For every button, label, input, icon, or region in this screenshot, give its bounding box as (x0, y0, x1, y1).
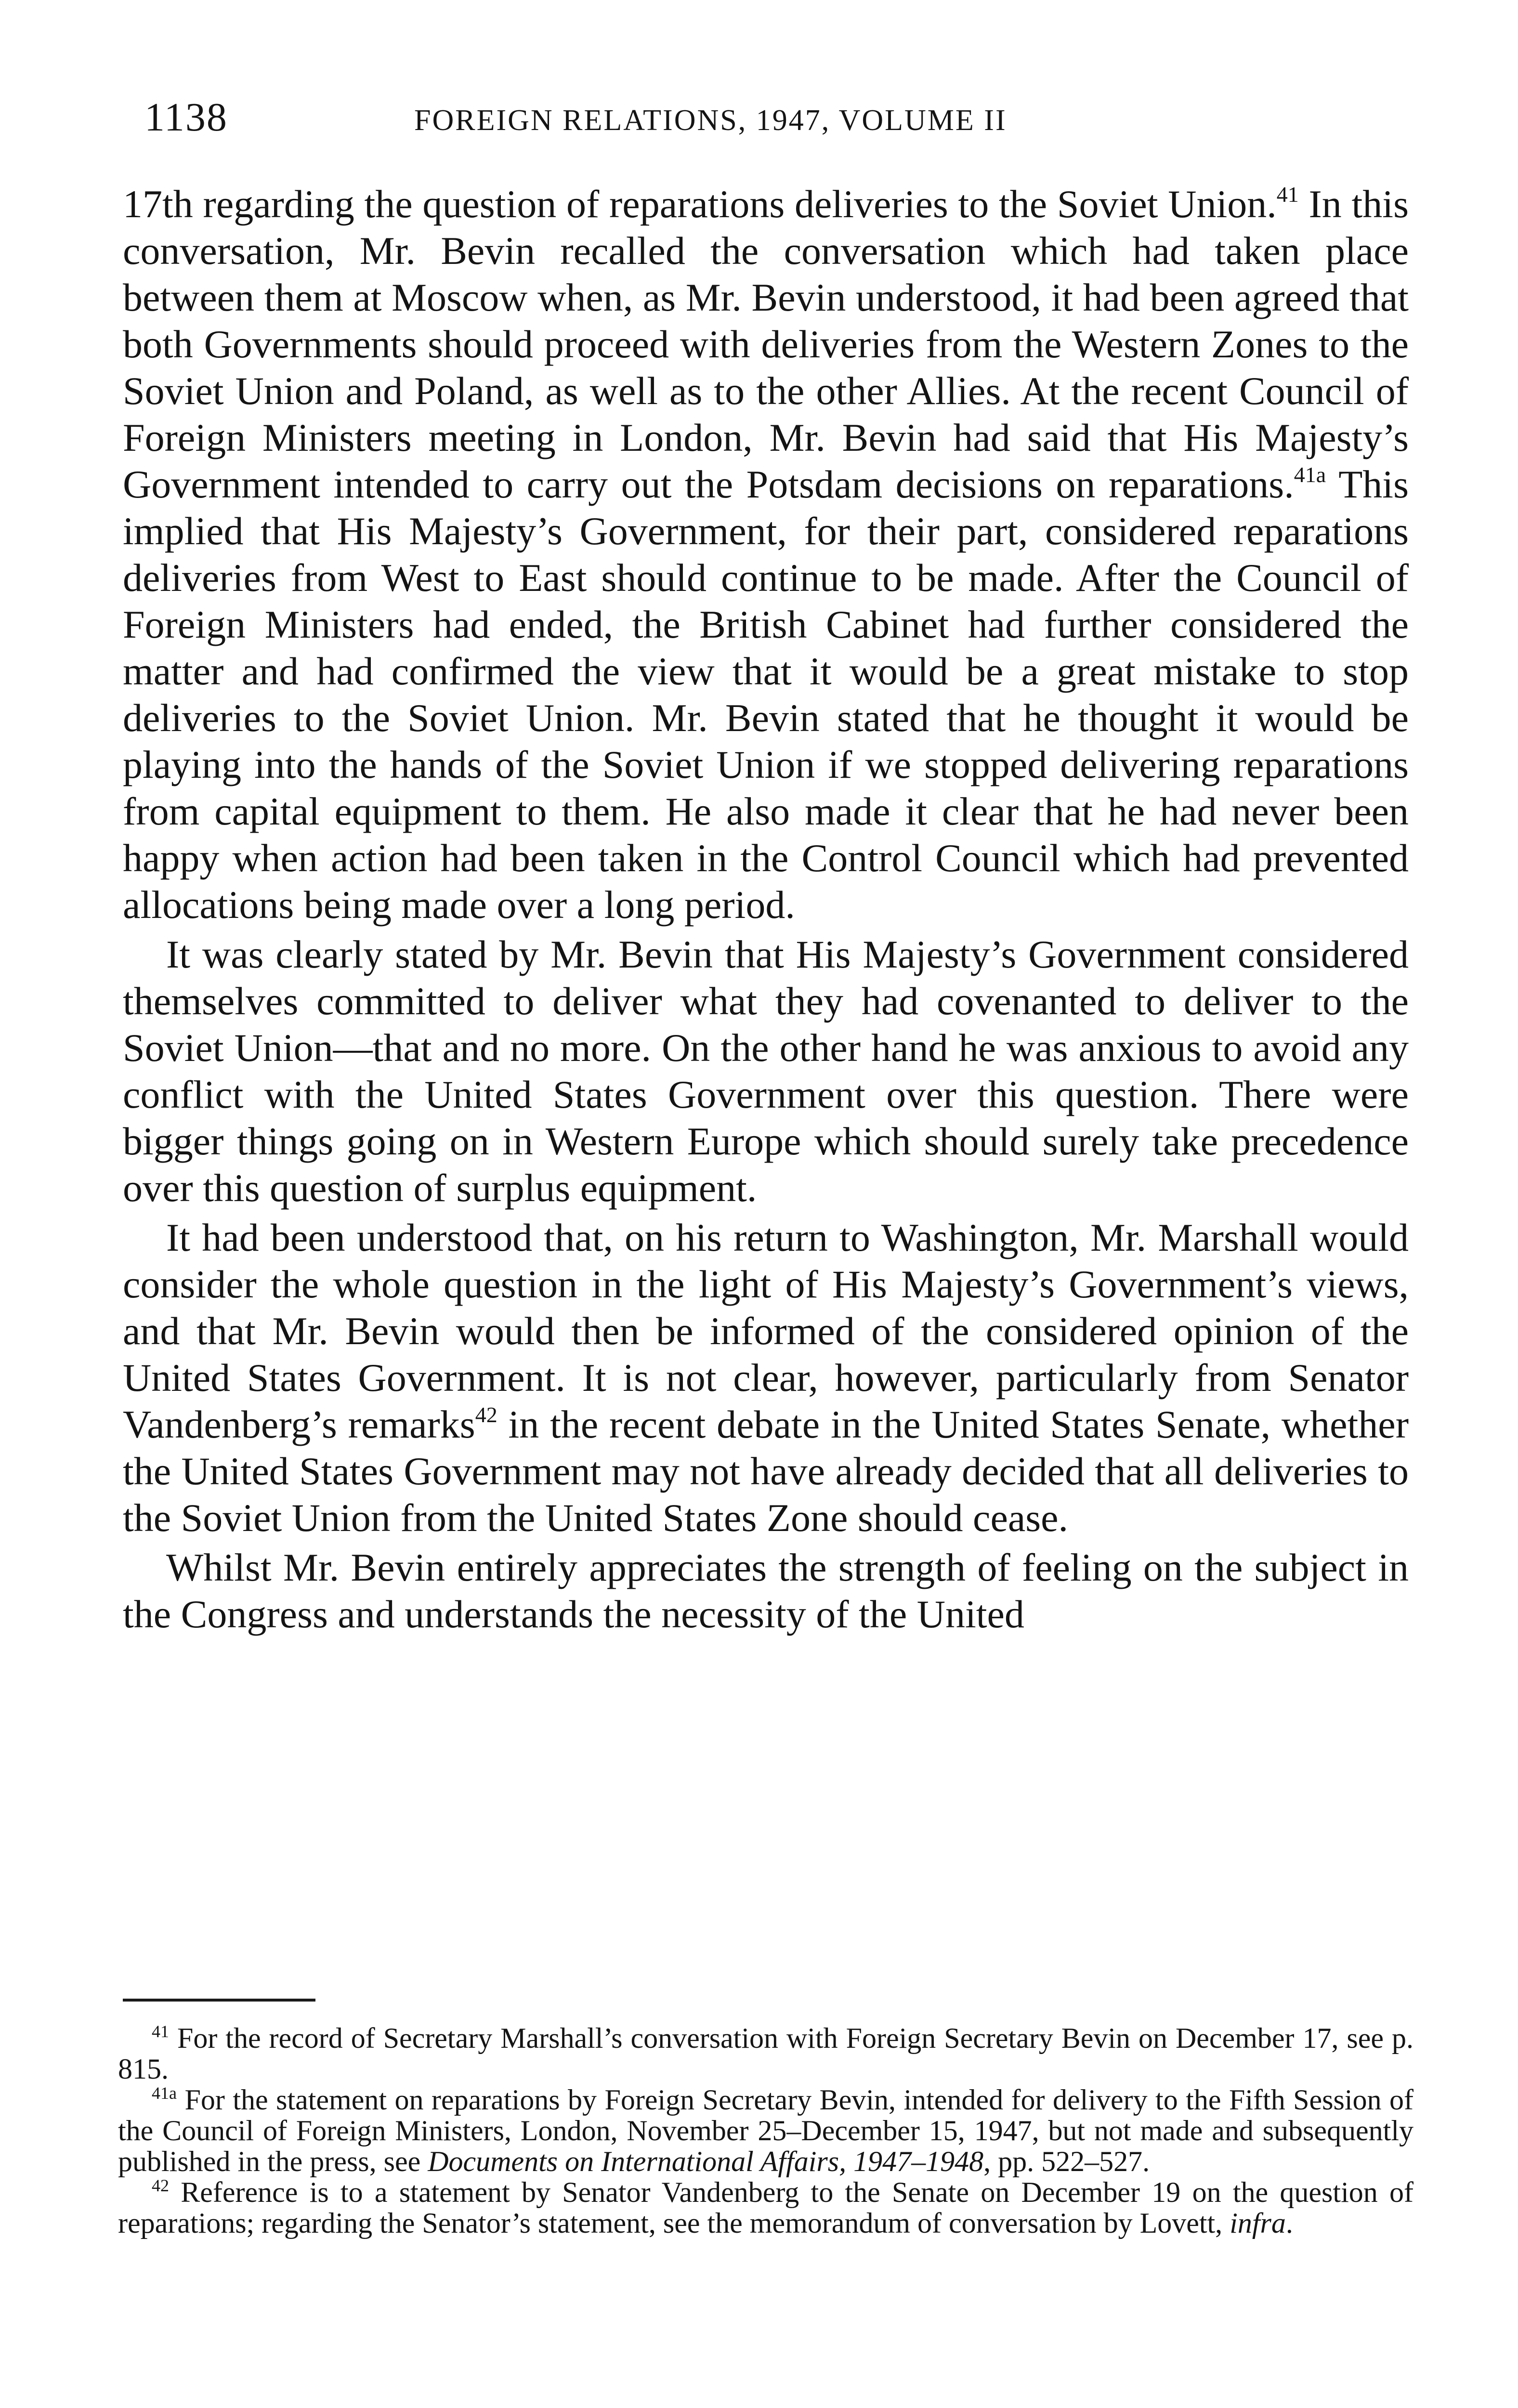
footnote-ref-42: 42 (475, 1402, 497, 1427)
footnote-41a-citation: Documents on International Affairs, 1947–1948 (428, 2146, 984, 2177)
body-text (123, 181, 1409, 1637)
paragraph-1-text-a: 17th regarding the question of reparations deliveries to the Soviet Union. (123, 182, 1277, 226)
footnote-42-end: . (1285, 2207, 1293, 2239)
footnote-ref-41: 41 (1276, 182, 1299, 207)
footnotes (118, 2023, 1413, 2238)
paragraph-3-text-b: in the recent debate in the United States Senate, whether the United States Government may not have already decided that all deliveries to the Soviet Union from the United States Zone should cease. (123, 1402, 1409, 1540)
footnote-41a-pages: , pp. 522–527. (983, 2146, 1150, 2177)
page-header (144, 94, 1397, 152)
footnote-mark-42: 42 (152, 2176, 169, 2195)
footnote-42 (118, 2177, 1413, 2238)
paragraph-2: It was clearly stated by Mr. Bevin that His Majesty’s Government considered themselves committed to deliver what they had covenanted to deliver to the Soviet Union—that and no more. On the other hand he was anxious to avoid any conflict with the United States Government over this question. There were bigger things going on in Western Europe which should surely take precedence over this question of surplus equipment. (123, 932, 1409, 1210)
page-number: 1138 (144, 95, 228, 140)
footnote-42-text: Reference is to a statement by Senator Vandenberg to the Senate on December 19 on the question of reparations; regarding the Senator’s statement, see the memorandum of conversation by Lovett, (118, 2176, 1413, 2239)
paragraph-4: Whilst Mr. Bevin entirely appreciates the strength of feeling on the subject in the Congress and understands the necessity of the United (123, 1545, 1409, 1636)
paragraph-3 (123, 1214, 1409, 1541)
paragraph-1-text-b: In this conversation, Mr. Bevin recalled the conversation which had taken place between them at Moscow when, as Mr. Bevin understood, it had been agreed that both Governments should proceed with deliveries from the Western Zones to the Soviet Union and Poland, as well as to the other Allies. At the recent Council of Foreign Ministers meeting in London, Mr. Bevin had said that His Majesty’s Government intended to carry out the Potsdam decisions on reparations. (123, 182, 1409, 506)
paragraph-3-text-a: It had been understood that, on his return to Washington, Mr. Marshall would consider the whole question in the light of His Majesty’s Government’s views, and that Mr. Bevin would then be informed of the considered opinion of the United States Government. It is not clear, however, particularly from Senator Vandenberg’s remarks (123, 1216, 1409, 1446)
footnote-42-infra: infra (1230, 2207, 1286, 2239)
running-head: FOREIGN RELATIONS, 1947, VOLUME II (414, 104, 1007, 137)
paragraph-1-text-c: This implied that His Majesty’s Government, for their part, considered reparations deliveries from West to East should continue to be made. After the Council of Foreign Ministers had ended, the British Cabinet had further considered the matter and had confirmed the view that it would be a great mistake to stop deliveries to the Soviet Union. Mr. Bevin stated that he thought it would be playing into the hands of the Soviet Union if we stopped delivering reparations from capital equipment to them. He also made it clear that he had never been happy when action had been taken in the Control Council which had prevented allocations being made over a long period. (123, 462, 1409, 927)
footnote-41a-text: For the statement on reparations by Foreign Secretary Bevin, intended for delivery to the Fifth Session of the Council of Foreign Ministers, London, November 25–December 15, 1947, but not made and subsequently published in the press, see (118, 2084, 1414, 2177)
footnote-mark-41a: 41a (152, 2083, 177, 2103)
footnote-41-text: For the record of Secretary Marshall’s conversation with Foreign Secretary Bevin on December 17, see p. 815. (118, 2022, 1413, 2085)
paragraph-1 (123, 181, 1409, 928)
footnote-ref-41a: 41a (1294, 462, 1326, 487)
footnote-mark-41: 41 (152, 2022, 169, 2041)
footnote-41 (118, 2023, 1413, 2084)
footnote-divider (123, 1999, 315, 2002)
footnote-41a (118, 2084, 1413, 2177)
